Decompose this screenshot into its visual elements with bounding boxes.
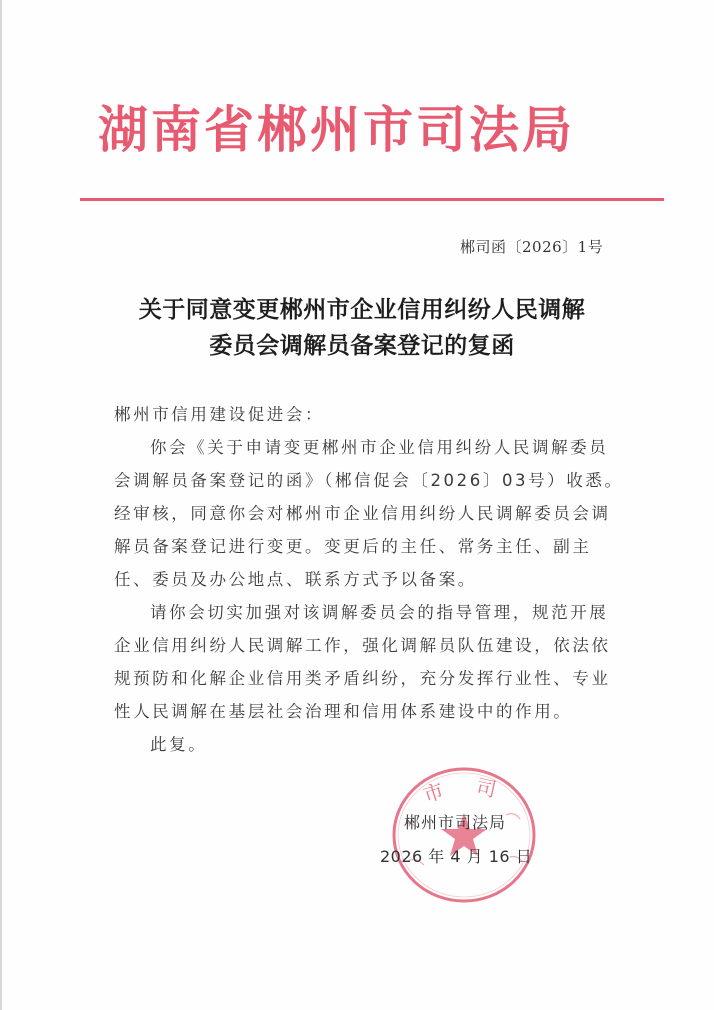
signature-date: 2026 年 4 月 16 日 xyxy=(380,847,533,866)
masthead-title: 湖南省郴州市司法局 xyxy=(98,100,575,159)
document-number: 郴司函〔2026〕1号 xyxy=(460,238,604,256)
svg-text:司: 司 xyxy=(473,774,499,802)
title-line-1: 关于同意变更郴州市企业信用纠纷人民调解 xyxy=(138,296,586,323)
signature-block xyxy=(380,806,560,874)
red-divider-rule xyxy=(80,198,664,201)
body-paragraph-1: 你会《关于申请变更郴州市企业信用纠纷人民调解委员会调解员备案登记的函》（郴信促会〔2026〕03号）收悉。经审核，同意你会对郴州市企业信用纠纷人民调解委员会调解员备案登记进行变更。变更后的主任、常务主任、副主任、委员及办公地点、联系方式予以备案。 xyxy=(114,438,624,589)
title-line-2: 委员会调解员备案登记的复函 xyxy=(209,332,515,359)
document-title xyxy=(102,292,622,364)
closing-remark: 此复。 xyxy=(150,735,208,754)
body-paragraph-2: 请你会切实加强对该调解委员会的指导管理，规范开展企业信用纠纷人民调解工作，强化调解员队伍建设，依法依规预防和化解企业信用类矛盾纠纷，充分发挥行业性、专业性人民调解在基层社会治理和信用体系建设中的作用。 xyxy=(114,603,611,721)
salutation: 郴州市信用建设促进会： xyxy=(114,405,325,424)
svg-text:市: 市 xyxy=(420,778,447,808)
document-body xyxy=(114,398,624,761)
signature-organization: 郴州市司法局 xyxy=(404,813,507,832)
